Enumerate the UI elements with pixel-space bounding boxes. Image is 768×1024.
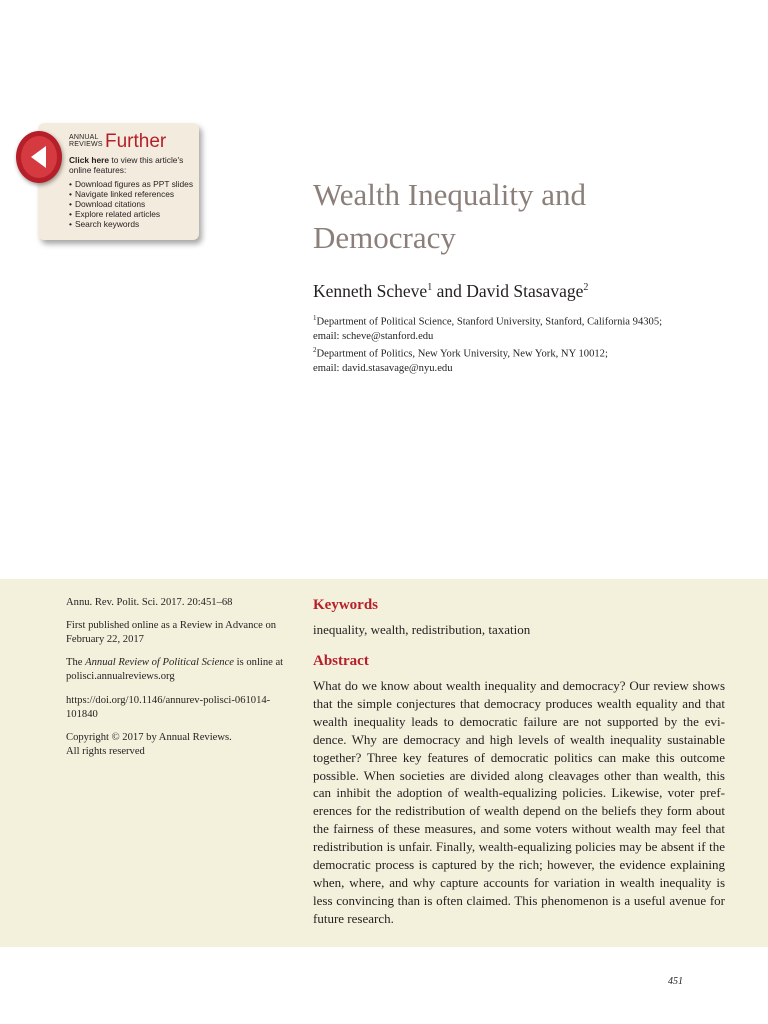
author-2: David Stasavage [466, 280, 584, 301]
article-title: Wealth Inequality and Democracy [313, 177, 586, 255]
further-intro-rest: to view this article's online features: [69, 155, 184, 175]
doi-link [66, 694, 286, 722]
affiliation-1-text: Department of Political Science, Stanford University, Stanford, California 94305; [316, 316, 663, 328]
rights-line: All rights reserved [66, 746, 145, 757]
journal-info [66, 656, 286, 684]
annual-reviews-logo [69, 134, 105, 148]
abstract-heading: Abstract [313, 653, 369, 669]
feature-download-citations[interactable]: • Download citations [69, 199, 193, 209]
further-feature-list [69, 179, 193, 229]
author-line [313, 277, 588, 302]
journal-suffix: is online at polisci.annualreviews.org [66, 657, 284, 682]
feature-download-figures[interactable]: • Download figures as PPT slides [69, 179, 193, 189]
affiliation-2-email[interactable]: email: david.stasavage@nyu.edu [313, 362, 453, 374]
feature-search-keywords[interactable]: • Search keywords [69, 219, 193, 229]
affiliation-1-email[interactable]: email: scheve@stanford.edu [313, 330, 434, 342]
author-1-sup: 1 [427, 282, 433, 293]
journal-name: Annual Review of Political Science [85, 657, 234, 668]
further-play-button[interactable] [16, 131, 62, 183]
page-number: 451 [668, 976, 683, 987]
feature-related-articles[interactable]: • Explore related articles [69, 209, 193, 219]
brand-line-2: REVIEWS [69, 141, 103, 148]
affiliation-1-sup: 1 [313, 314, 317, 322]
author-2-sup: 2 [583, 282, 589, 293]
copyright-line: Copyright © 2017 by Annual Reviews. [66, 732, 232, 743]
keywords-heading: Keywords [313, 597, 378, 613]
brand-line-1: ANNUAL [69, 134, 99, 141]
author-1: Kenneth Scheve [313, 280, 428, 301]
doi-url[interactable]: https://doi.org/10.1146/annurev-polisci-061014-101840 [66, 695, 271, 720]
further-wordmark: Further [105, 131, 167, 152]
left-arrow-icon [16, 131, 62, 183]
affiliation-1 [313, 311, 733, 344]
publication-info: First published online as a Review in Advance on February 22, 2017 [66, 620, 277, 645]
journal-prefix: The [66, 657, 86, 668]
affiliation-2 [313, 343, 733, 376]
copyright-info [66, 731, 286, 759]
feature-linked-references[interactable]: • Navigate linked references [69, 189, 193, 199]
citation-info: Annu. Rev. Polit. Sci. 2017. 20:451–68 [66, 597, 233, 608]
affiliation-2-sup: 2 [313, 346, 317, 354]
further-intro [69, 155, 199, 175]
author-and: and [432, 280, 467, 301]
keywords-list: inequality, wealth, redistribution, taxation [313, 622, 531, 637]
click-here-link[interactable]: Click here [69, 155, 110, 165]
affiliation-2-text: Department of Politics, New York University, New York, NY 10012; [316, 348, 608, 360]
abstract-text: What do we know about wealth inequality and democracy? Our review shows that the simple conjectures that democracy produces wealth equality and that wealth inequality leads to democratic failure are not supported by the evidence. Why are democracy and high levels of wealth inequality sustainable together? Three key features of democratic politics can make this outcome possible. When societies are divided along cleavages other than wealth, this can inhibit the adoption of wealth-equalizing policies. Likewise, voter preferences for the redistribution of wealth depend on the beliefs they form about the fairness of these measures, and some voters without wealth may feel that redistribution is unfair. Finally, wealth-equalizing policies may be absent if the democratic process is captured by the rich; however, the evidence explaining when, where, and why capture accounts for variation in wealth inequality is less convincing than is often claimed. This phenomenon is a useful avenue for future research. [313, 678, 725, 926]
